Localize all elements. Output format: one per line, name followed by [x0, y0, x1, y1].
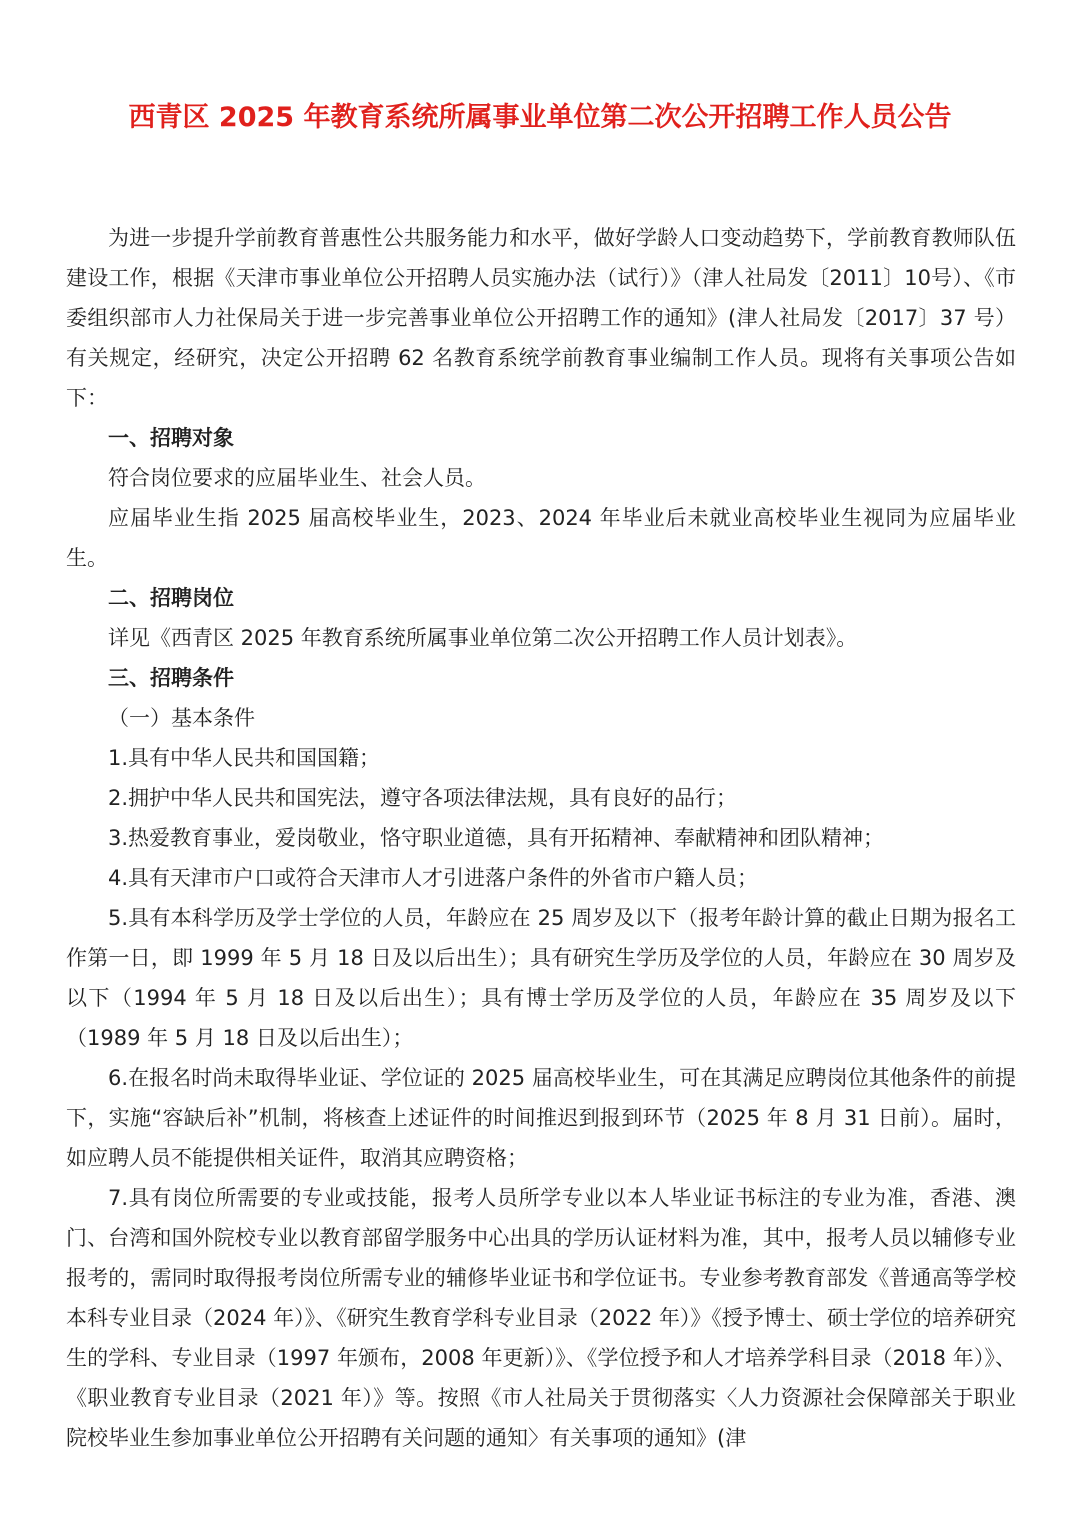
section-heading-positions: 二、招聘岗位 — [108, 586, 234, 610]
condition-item-6: 6.在报名时尚未取得毕业证、学位证的 2025 届高校毕业生，可在其满足应聘岗位其他条件的前提下，实施“容缺后补”机制，将核查上述证件的时间推迟到报到环节（2025 年 8 月 31 日前）。届时，如应聘人员不能提供相关证件，取消其应聘资格； — [66, 1066, 1016, 1170]
document-title: 西青区 2025 年教育系统所属事业单位第二次公开招聘工作人员公告 — [128, 102, 952, 133]
section-heading-recruitment-targets: 一、招聘对象 — [108, 426, 234, 450]
section-heading-conditions: 三、招聘条件 — [108, 666, 234, 690]
condition-item-2: 2.拥护中华人民共和国宪法，遵守各项法律法规，具有良好的品行； — [108, 786, 738, 810]
section1-paragraph-1: 符合岗位要求的应届毕业生、社会人员。 — [108, 466, 486, 490]
intro-paragraph: 为进一步提升学前教育普惠性公共服务能力和水平，做好学龄人口变动趋势下，学前教育教师队伍建设工作，根据《天津市事业单位公开招聘人员实施办法（试行）》（津人社局发〔2011〕10号）、《市委组织部市人力社保局关于进一步完善事业单位公开招聘工作的通知》(津人社局发〔2017〕37 号）有关规定，经研究，决定公开招聘 62 名教育系统学前教育事业编制工作人员。现将有关事项公告如下： — [66, 226, 1016, 410]
subsection-basic-conditions: （一）基本条件 — [108, 706, 255, 730]
condition-item-4: 4.具有天津市户口或符合天津市人才引进落户条件的外省市户籍人员； — [108, 866, 759, 890]
section1-paragraph-2: 应届毕业生指 2025 届高校毕业生，2023、2024 年毕业后未就业高校毕业生视同为应届毕业生。 — [66, 506, 1016, 570]
condition-item-7: 7.具有岗位所需要的专业或技能，报考人员所学专业以本人毕业证书标注的专业为准，香港、澳门、台湾和国外院校专业以教育部留学服务中心出具的学历认证材料为准，其中，报考人员以辅修专业报考的，需同时取得报考岗位所需专业的辅修毕业证书和学位证书。专业参考教育部发《普通高等学校本科专业目录（2024 年）》、《研究生教育学科专业目录（2022 年）》《授予博士、硕士学位的培养研究生的学科、专业目录（1997 年颁布，2008 年更新）》、《学位授予和人才培养学科目录（2018 年）》、《职业教育专业目录（2021 年）》等。按照《市人社局关于贯彻落实〈人力资源社会保障部关于职业院校毕业生参加事业单位公开招聘有关问题的通知〉有关事项的通知》(津 — [66, 1186, 1016, 1450]
document-body — [66, 218, 1016, 1458]
condition-item-1: 1.具有中华人民共和国国籍； — [108, 746, 381, 770]
section2-paragraph-1: 详见《西青区 2025 年教育系统所属事业单位第二次公开招聘工作人员计划表》。 — [108, 626, 858, 650]
condition-item-5: 5.具有本科学历及学士学位的人员，年龄应在 25 周岁及以下（报考年龄计算的截止日期为报名工作第一日，即 1999 年 5 月 18 日及以后出生）；具有研究生学历及学位的人员，年龄应在 30 周岁及以下（1994 年 5 月 18 日及以后出生）；具有博士学历及学位的人员，年龄应在 35 周岁及以下（1989 年 5 月 18 日及以后出生）； — [66, 906, 1016, 1050]
condition-item-3: 3.热爱教育事业，爱岗敬业，恪守职业道德，具有开拓精神、奉献精神和团队精神； — [108, 826, 885, 850]
